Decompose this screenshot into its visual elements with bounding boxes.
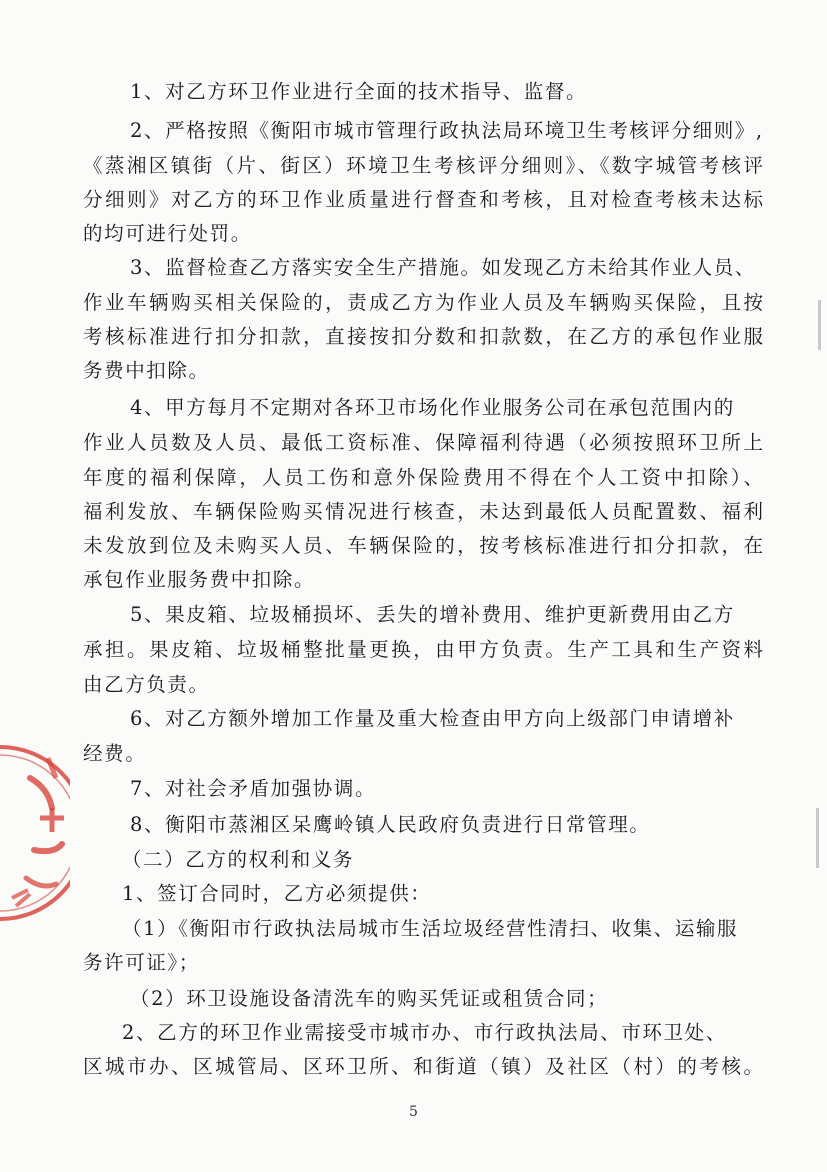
text-line: 由乙方负责。	[83, 673, 210, 696]
text-line: 承担。果皮箱、垃圾桶整批量更换，由甲方负责。生产工具和生产资料	[83, 638, 763, 661]
text-line: （1）《衡阳市行政执法局城市生活垃圾经营性清扫、收集、运输服	[122, 917, 739, 940]
text-line: 5、果皮箱、垃圾桶损坏、丢失的增补费用、维护更新费用由乙方	[130, 603, 735, 626]
text-line: 区城市办、区城管局、区环卫所、和街道（镇）及社区（村）的考核。	[83, 1055, 763, 1078]
text-line: 3、监督检查乙方落实安全生产措施。如发现乙方未给其作业人员、	[130, 256, 756, 279]
text-line: 《蒸湘区镇街（片、街区）环境卫生考核评分细则》、《数字城管考核评	[83, 154, 763, 177]
text-line: 的均可进行处罚。	[83, 222, 252, 245]
text-line: 务许可证》；	[83, 951, 200, 974]
text-line: 未发放到位及未购买人员、车辆保险的，按考核标准进行扣分扣款，在	[83, 534, 763, 557]
text-line: 福利发放、车辆保险购买情况进行核查，未达到最低人员配置数、福利	[83, 500, 763, 523]
text-line: 作业人员数及人员、最低工资标准、保障福利待遇（必须按照环卫所上	[83, 431, 763, 454]
text-line: 经费。	[83, 742, 147, 765]
text-line: 8、衡阳市蒸湘区呆鹰岭镇人民政府负责进行日常管理。	[130, 813, 651, 836]
text-line: 1、签订合同时，乙方必须提供：	[122, 882, 432, 905]
text-line: 1、对乙方环卫作业进行全面的技术指导、监督。	[130, 80, 588, 103]
text-line: （2）环卫设施设备清洗车的购买凭证或租赁合同；	[130, 987, 609, 1010]
text-line: 6、对乙方额外增加工作量及重大检查由甲方向上级部门申请增补	[130, 707, 735, 730]
scan-edge-mark	[818, 300, 821, 350]
text-line: 分细则》对乙方的环卫作业质量进行督查和考核，且对检查考核未达标	[83, 188, 763, 211]
text-line: 年度的福利保障，人员工伤和意外保险费用不得在个人工资中扣除）、	[83, 466, 763, 489]
text-line: 考核标准进行扣分扣款，直接按扣分数和扣款数，在乙方的承包作业服	[83, 325, 763, 348]
scan-edge-mark	[816, 808, 819, 868]
text-line: 7、对社会矛盾加强协调。	[130, 777, 377, 800]
text-line: 2、乙方的环卫作业需接受市城市办、市行政执法局、市环卫处、	[122, 1021, 727, 1044]
text-line: 作业车辆购买相关保险的，责成乙方为作业人员及车辆购买保险，且按	[83, 291, 763, 314]
section-heading: （二）乙方的权利和义务	[122, 848, 355, 871]
text-line: 务费中扣除。	[83, 359, 210, 382]
official-seal-icon	[0, 738, 70, 928]
page-number: 5	[409, 1104, 418, 1120]
text-line: 4、甲方每月不定期对各环卫市场化作业服务公司在承包范围内的	[130, 396, 735, 419]
text-line: 承包作业服务费中扣除。	[83, 568, 316, 591]
text-line: 2、严格按照《衡阳市城市管理行政执法局环境卫生考核评分细则》,	[130, 119, 764, 142]
